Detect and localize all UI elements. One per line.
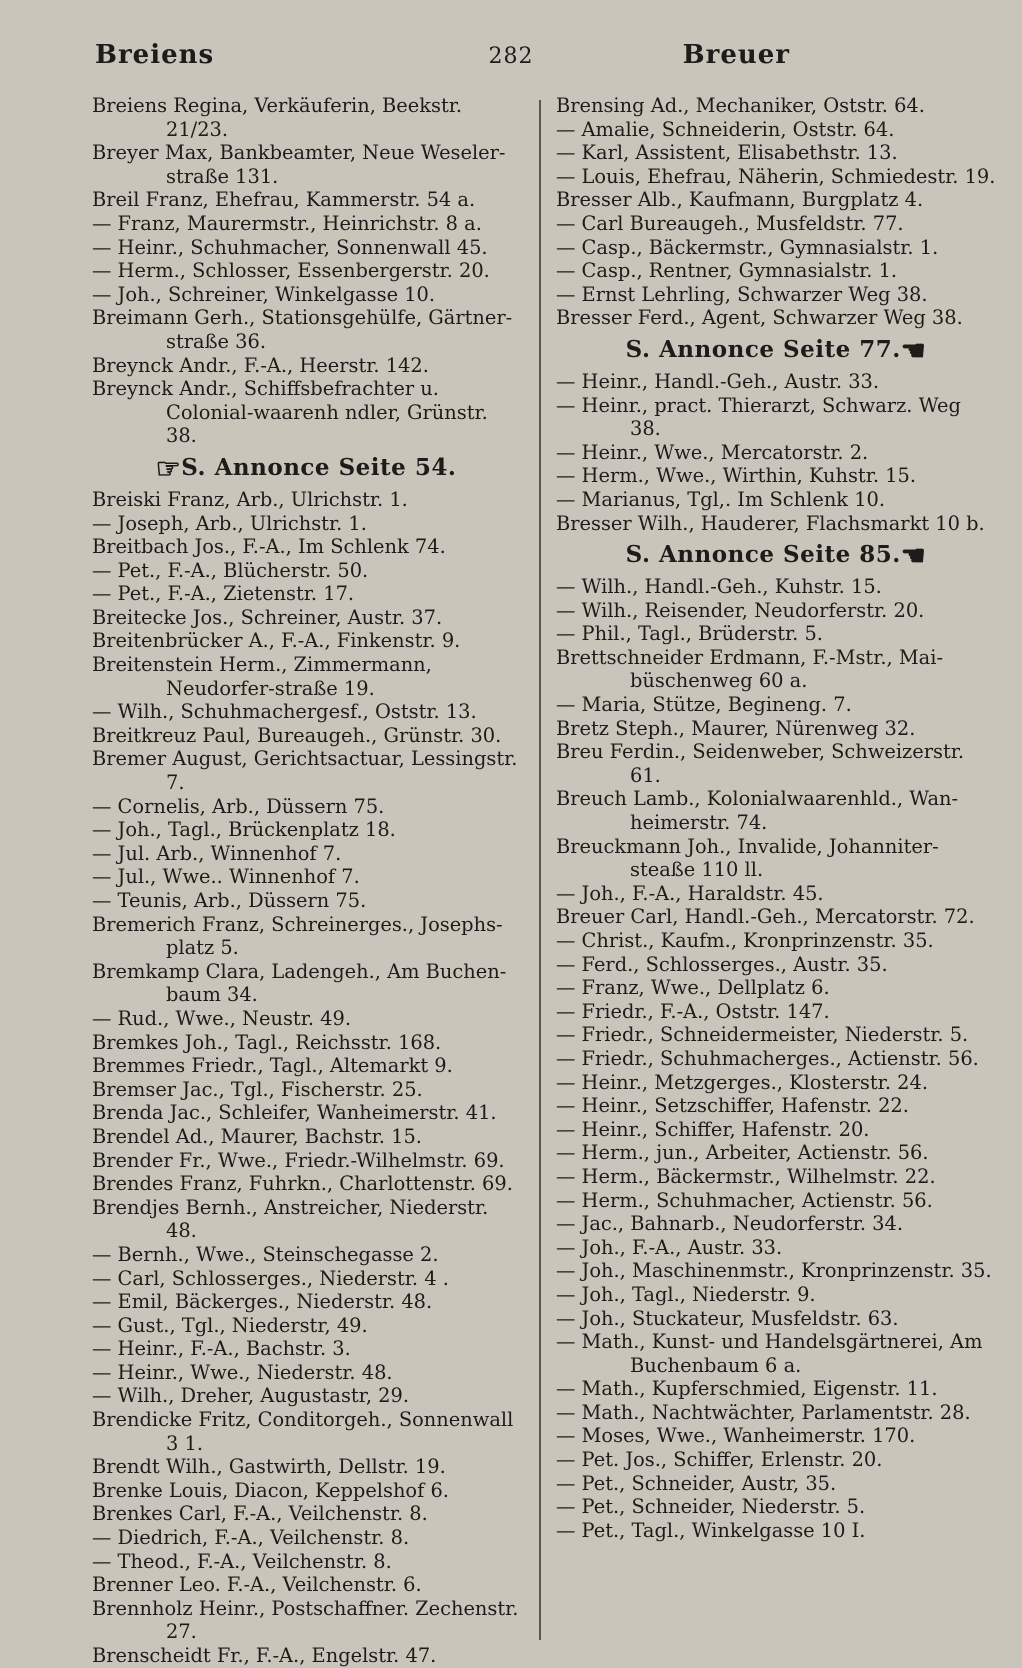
directory-entry: — Cornelis, Arb., Düssern 75. (92, 794, 385, 818)
directory-entry: Breimann Gerh., Stationsgehülfe, Gärtner-straße 36. (92, 306, 513, 353)
directory-entry: — Emil, Bäckerges., Niederstr. 48. (92, 1290, 433, 1314)
directory-entry: Brender Fr., Wwe., Friedr.-Wilhelmstr. 69. (92, 1148, 505, 1172)
directory-entry: — Pet., Schneider, Austr, 35. (556, 1471, 837, 1495)
directory-entry: Breu Ferdin., Seidenweber, Schweizerstr. 61. (556, 740, 965, 787)
directory-entry: — Joh., F.-A., Haraldstr. 45. (556, 881, 824, 905)
directory-entry: — Gust., Tgl., Niederstr, 49. (92, 1313, 368, 1337)
directory-entry: Breuch Lamb., Kolonialwaarenhld., Wan-heimerstr. 74. (556, 787, 959, 835)
directory-entry: — Bernh., Wwe., Steinschegasse 2. (92, 1242, 439, 1266)
annonce-text: S. Annonce Seite 77. (625, 335, 901, 363)
directory-entry: — Math., Kunst- und Handelsgärtnerei, Am Buchenbaum 6 a. (556, 1330, 983, 1377)
directory-entry: Bremer August, Gerichtsactuar, Lessingstr. 7. (92, 747, 518, 795)
pointing-hand-icon: ☚ (900, 539, 927, 573)
directory-entry: — Heinr., pract. Thierarzt, Schwarz. Weg 38. (556, 393, 961, 441)
annonce-text: S. Annonce Seite 85. (625, 541, 901, 569)
directory-entry: — Heinr., Schuhmacher, Sonnenwall 45. (92, 235, 488, 259)
directory-entry: — Pet., Schneider, Niederstr. 5. (556, 1495, 866, 1519)
directory-entry: Breuckmann Joh., Invalide, Johanniter-steaße 110 ll. (556, 834, 939, 882)
directory-entry: Bremkes Joh., Tagl., Reichsstr. 168. (92, 1030, 442, 1054)
directory-entry: — Pet., F.-A., Blücherstr. 50. (92, 558, 369, 582)
directory-entry: Bremser Jac., Tgl., Fischerstr. 25. (92, 1077, 423, 1101)
directory-entry: Brendicke Fritz, Conditorgeh., Sonnenwall 3 1. (92, 1408, 514, 1455)
directory-entry: Bremmes Friedr., Tagl., Altemarkt 9. (92, 1054, 453, 1078)
directory-entry: Bresser Ferd., Agent, Schwarzer Weg 38. (556, 306, 963, 330)
annonce-reference (556, 330, 996, 370)
directory-entry: Brenner Leo. F.-A., Veilchenstr. 6. (92, 1573, 422, 1597)
directory-entry: Brendes Franz, Fuhrkn., Charlottenstr. 69. (92, 1172, 513, 1196)
directory-entry: Breiens Regina, Verkäuferin, Beekstr. 21/23. (92, 94, 463, 141)
directory-entry: Brennholz Heinr., Postschaffner. Zechenstr. 27. (92, 1596, 519, 1644)
directory-entry: — Wilh., Handl.-Geh., Kuhstr. 15. (556, 575, 882, 599)
directory-entry: — Math., Nachtwächter, Parlamentstr. 28. (556, 1400, 971, 1424)
directory-entry: Brendt Wilh., Gastwirth, Dellstr. 19. (92, 1455, 446, 1479)
directory-entry: — Carl Bureaugeh., Musfeldstr. 77. (556, 211, 904, 235)
directory-entry: — Amalie, Schneiderin, Oststr. 64. (556, 117, 895, 141)
directory-entry: Brensing Ad., Mechaniker, Oststr. 64. (556, 94, 925, 117)
directory-entry: — Heinr., Wwe., Mercatorstr. 2. (556, 440, 869, 464)
directory-entry: — Wilh., Dreher, Augustastr, 29. (92, 1384, 409, 1408)
directory-entry: — Herm., Wwe., Wirthin, Kuhstr. 15. (556, 464, 917, 488)
directory-entry: — Heinr., F.-A., Bachstr. 3. (92, 1337, 351, 1361)
directory-entry: Brendjes Bernh., Anstreicher, Niederstr. 48. (92, 1195, 489, 1243)
directory-entry: — Franz, Wwe., Dellplatz 6. (556, 976, 830, 1000)
directory-entry: — Christ., Kaufm., Kronprinzenstr. 35. (556, 929, 934, 952)
directory-entry: Brettschneider Erdmann, F.-Mstr., Mai-büschenweg 60 a. (556, 645, 943, 693)
directory-entry: — Diedrich, F.-A., Veilchenstr. 8. (92, 1526, 410, 1550)
directory-entry: Breynck Andr., Schiffsbefrachter u. Colonial-waarenh ndler, Grünstr. 38. (92, 377, 488, 448)
directory-entry: — Pet., Tagl., Winkelgasse 10 I. (556, 1518, 866, 1542)
directory-entry: — Theod., F.-A., Veilchenstr. 8. (92, 1549, 392, 1573)
right-column (556, 94, 996, 1542)
directory-entry: — Marianus, Tgl,. Im Schlenk 10. (556, 487, 886, 511)
directory-entry: — Friedr., F.-A., Oststr. 147. (556, 999, 830, 1023)
directory-entry: — Heinr., Schiffer, Hafenstr. 20. (556, 1117, 870, 1141)
directory-entry: Brenkes Carl, F.-A., Veilchenstr. 8. (92, 1502, 428, 1526)
directory-entry: — Franz, Maurermstr., Heinrichstr. 8 a. (92, 211, 482, 235)
directory-entry: Breitbach Jos., F.-A., Im Schlenk 74. (92, 535, 446, 559)
directory-entry: — Ernst Lehrling, Schwarzer Weg 38. (556, 282, 928, 306)
directory-entry: — Joh., Tagl., Niederstr. 9. (556, 1282, 816, 1306)
header-right-word: Breuer (682, 40, 790, 70)
directory-entry: — Joh., Maschinenmstr., Kronprinzenstr. 35. (556, 1259, 992, 1283)
directory-entry: — Ferd., Schlosserges., Austr. 35. (556, 952, 888, 976)
directory-entry: — Maria, Stütze, Begineng. 7. (556, 693, 852, 717)
directory-entry: — Joseph, Arb., Ulrichstr. 1. (92, 511, 367, 535)
directory-entry: — Casp., Bäckermstr., Gymnasialstr. 1. (556, 235, 939, 259)
directory-entry: — Herm., jun., Arbeiter, Actienstr. 56. (556, 1141, 929, 1165)
directory-entry: Brenda Jac., Schleifer, Wanheimerstr. 41. (92, 1101, 497, 1125)
directory-entry: Bresser Wilh., Hauderer, Flachsmarkt 10 b. (556, 511, 985, 535)
directory-entry: — Heinr., Wwe., Niederstr. 48. (92, 1360, 393, 1384)
directory-entry: Bretz Steph., Maurer, Nürenweg 32. (556, 716, 916, 740)
page-number: 282 (488, 44, 534, 69)
annonce-text: S. Annonce Seite 54. (181, 453, 457, 481)
annonce-reference (92, 448, 520, 488)
directory-entry: — Heinr., Metzgerges., Klosterstr. 24. (556, 1070, 928, 1094)
directory-entry: — Friedr., Schuhmacherges., Actienstr. 56. (556, 1046, 979, 1070)
directory-entry: — Heinr., Setzschiffer, Hafenstr. 22. (556, 1094, 909, 1118)
directory-entry: Breiski Franz, Arb., Ulrichstr. 1. (92, 487, 408, 511)
directory-entry: — Herm., Schlosser, Essenbergerstr. 20. (92, 259, 490, 283)
pointing-hand-icon: ☞ (155, 451, 182, 485)
directory-entry: Breitecke Jos., Schreiner, Austr. 37. (92, 605, 443, 629)
directory-entry: — Jac., Bahnarb., Neudorferstr. 34. (556, 1212, 904, 1236)
directory-entry: — Friedr., Schneidermeister, Niederstr. 5. (556, 1023, 969, 1047)
directory-entry: — Wilh., Schuhmachergesf., Oststr. 13. (92, 700, 477, 724)
directory-entry: Brenscheidt Fr., F.-A., Engelstr. 47. (92, 1644, 437, 1667)
directory-entry: — Louis, Ehefrau, Näherin, Schmiedestr. 19. (556, 164, 996, 188)
directory-entry: — Heinr., Handl.-Geh., Austr. 33. (556, 369, 880, 393)
directory-entry: — Carl, Schlosserges., Niederstr. 4 . (92, 1266, 449, 1290)
directory-entry: Brenke Louis, Diacon, Keppelshof 6. (92, 1478, 449, 1502)
directory-entry: — Herm., Schuhmacher, Actienstr. 56. (556, 1188, 933, 1212)
directory-entry: — Pet. Jos., Schiffer, Erlenstr. 20. (556, 1448, 883, 1472)
directory-entry: Bremkamp Clara, Ladengeh., Am Buchen-baum 34. (92, 959, 507, 1007)
directory-entry: Breitenstein Herm., Zimmermann, Neudorfer-straße 19. (92, 653, 432, 700)
directory-entry: Bresser Alb., Kaufmann, Burgplatz 4. (556, 188, 924, 212)
directory-entry: — Math., Kupferschmied, Eigenstr. 11. (556, 1377, 938, 1401)
directory-entry: — Teunis, Arb., Düssern 75. (92, 889, 367, 912)
directory-entry: — Joh., Stuckateur, Musfeldstr. 63. (556, 1306, 899, 1330)
annonce-reference (556, 535, 996, 575)
directory-entry: — Casp., Rentner, Gymnasialstr. 1. (556, 259, 898, 283)
directory-entry: — Moses, Wwe., Wanheimerstr. 170. (556, 1424, 916, 1448)
pointing-hand-icon: ☚ (900, 333, 927, 367)
directory-entry: — Joh., F.-A., Austr. 33. (556, 1235, 783, 1259)
directory-entry: — Jul. Arb., Winnenhof 7. (92, 841, 342, 865)
directory-entry: — Joh., Tagl., Brückenplatz 18. (92, 818, 396, 842)
left-column (92, 94, 520, 1668)
directory-entry: — Joh., Schreiner, Winkelgasse 10. (92, 282, 436, 306)
header-left-word: Breiens (95, 40, 215, 70)
directory-entry: Breyer Max, Bankbeamter, Neue Weseler-straße 131. (92, 141, 506, 188)
directory-entry: Breil Franz, Ehefrau, Kammerstr. 54 a. (92, 188, 476, 212)
directory-entry: Breitkreuz Paul, Bureaugeh., Grünstr. 30. (92, 723, 502, 747)
directory-entry: — Phil., Tagl., Brüderstr. 5. (556, 622, 823, 646)
directory-entry: Bremerich Franz, Schreinerges., Josephs-platz 5. (92, 912, 503, 960)
directory-entry: Brendel Ad., Maurer, Bachstr. 15. (92, 1124, 422, 1148)
directory-entry: Breynck Andr., F.-A., Heerstr. 142. (92, 353, 429, 377)
directory-entry: — Jul., Wwe.. Winnenhof 7. (92, 865, 360, 889)
directory-entry: — Herm., Bäckermstr., Wilhelmstr. 22. (556, 1164, 936, 1188)
directory-entry: — Wilh., Reisender, Neudorferstr. 20. (556, 598, 925, 622)
directory-entry: — Karl, Assistent, Elisabethstr. 13. (556, 141, 898, 165)
directory-entry: — Pet., F.-A., Zietenstr. 17. (92, 582, 355, 606)
directory-entry: — Rud., Wwe., Neustr. 49. (92, 1006, 352, 1030)
directory-entry: Breuer Carl, Handl.-Geh., Mercatorstr. 72. (556, 905, 975, 929)
column-divider (539, 100, 541, 1640)
directory-entry: Breitenbrücker A., F.-A., Finkenstr. 9. (92, 629, 461, 653)
